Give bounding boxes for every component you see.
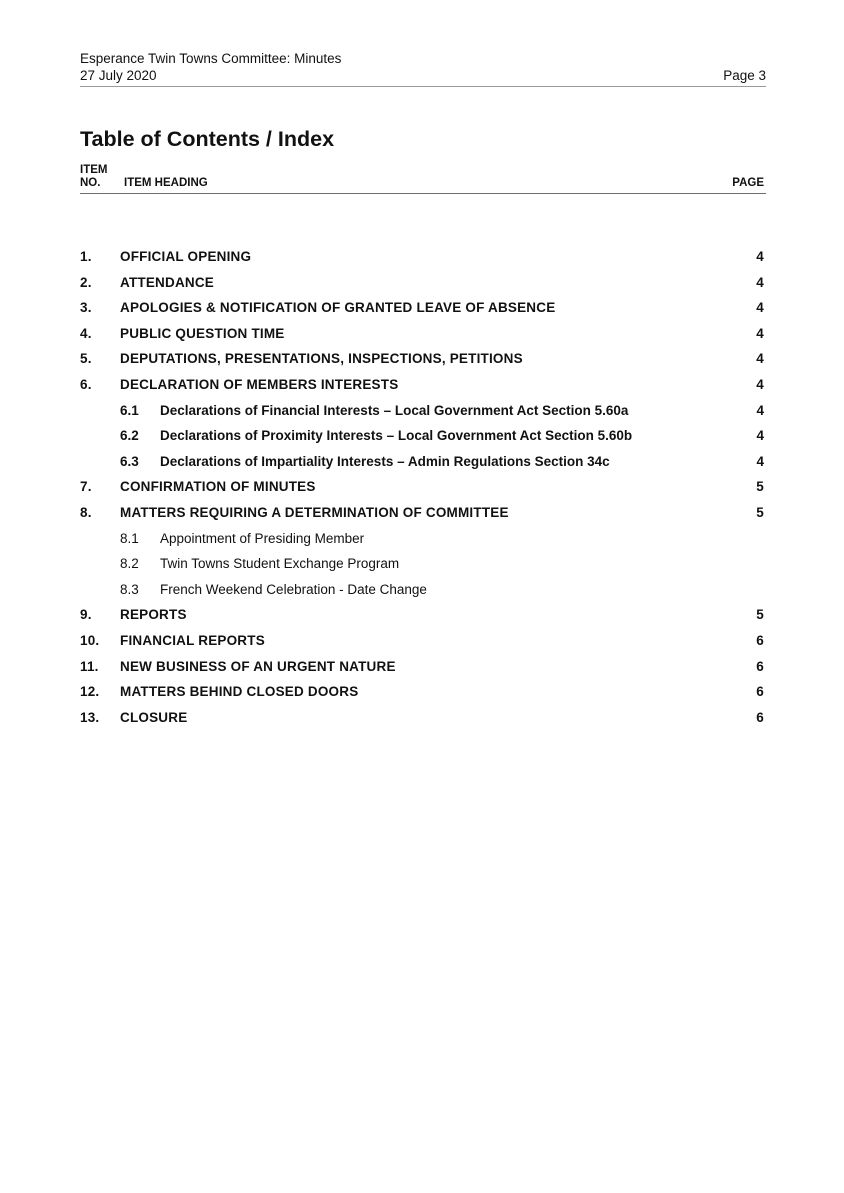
toc-entry-heading: MATTERS REQUIRING A DETERMINATION OF COMMITTEE: [120, 504, 509, 520]
toc-entry-number: 10.: [80, 632, 100, 648]
toc-entry-heading: ATTENDANCE: [120, 274, 214, 290]
toc-entry-page: 6: [756, 658, 764, 674]
meeting-date: 27 July 2020: [80, 68, 157, 83]
toc-column-headers: [80, 164, 766, 194]
toc-entry-page: 4: [756, 249, 764, 264]
toc-entry-page: 4: [756, 428, 764, 444]
toc-entry-number: 7.: [80, 479, 92, 495]
column-item-heading: ITEM HEADING: [124, 177, 208, 189]
toc-entry-page: 6: [756, 709, 764, 725]
toc-entry-number: 2.: [80, 274, 92, 290]
toc-title: Table of Contents / Index: [80, 127, 335, 151]
toc-entry-page: 4: [756, 300, 764, 316]
toc-entry-heading: CLOSURE: [120, 709, 188, 725]
toc-subentry[interactable]: [80, 551, 766, 577]
toc-entry[interactable]: [80, 346, 766, 372]
column-item-no: ITEM NO.: [80, 164, 108, 189]
toc-entry-heading: PUBLIC QUESTION TIME: [120, 325, 285, 341]
toc-entry-heading: REPORTS: [120, 607, 187, 623]
toc-entry-heading: French Weekend Celebration - Date Change: [160, 581, 427, 597]
toc-entry-heading: FINANCIAL REPORTS: [120, 632, 265, 648]
toc-entry-heading: Declarations of Financial Interests – Local Government Act Section 5.60a: [160, 402, 629, 418]
toc-entry[interactable]: [80, 602, 766, 628]
toc-subentry[interactable]: [80, 449, 766, 475]
toc-entry-heading: NEW BUSINESS OF AN URGENT NATURE: [120, 658, 396, 674]
toc-entry-number: 1.: [80, 249, 92, 264]
toc-subentry[interactable]: [80, 577, 766, 603]
toc-entry[interactable]: [80, 679, 766, 705]
toc-entry-heading: Twin Towns Student Exchange Program: [160, 556, 400, 572]
toc-subentry[interactable]: [80, 398, 766, 424]
toc-entry-page: 6: [756, 684, 764, 700]
toc-entry-page: 4: [756, 402, 764, 418]
toc-entry[interactable]: [80, 372, 766, 398]
toc-entry-heading: Declarations of Impartiality Interests – Admin Regulations Section 34c: [160, 453, 610, 469]
column-page: PAGE: [732, 177, 764, 189]
toc-subentry[interactable]: [80, 526, 766, 552]
toc-entry-number: 8.2: [120, 556, 139, 572]
toc-entry-number: 11.: [80, 658, 99, 674]
toc-entry-heading: Appointment of Presiding Member: [160, 530, 365, 546]
toc-entry-number: 8.1: [120, 530, 139, 546]
toc-entry-number: 13.: [80, 709, 100, 725]
toc-entry[interactable]: [80, 321, 766, 347]
toc-entry[interactable]: [80, 474, 766, 500]
toc-entry-number: 8.: [80, 504, 92, 520]
toc-entry-number: 6.: [80, 376, 92, 392]
toc-entry-number: 3.: [80, 300, 92, 316]
toc-entry-number: 5.: [80, 351, 92, 367]
toc-entry-number: 9.: [80, 607, 92, 623]
toc-entry-heading: MATTERS BEHIND CLOSED DOORS: [120, 684, 359, 700]
toc-entry[interactable]: [80, 244, 766, 270]
toc-entry-number: 6.3: [120, 453, 139, 469]
toc-entry[interactable]: [80, 270, 766, 296]
header-divider: [80, 86, 766, 87]
toc-entry-number: 12.: [80, 684, 100, 700]
toc-entry[interactable]: [80, 705, 766, 731]
page-header: [80, 50, 766, 84]
toc-entry-page: 4: [756, 453, 764, 469]
toc-entry-number: 4.: [80, 325, 92, 341]
toc-entry-page: 4: [756, 376, 764, 392]
toc-entry[interactable]: [80, 295, 766, 321]
header-date-row: [80, 67, 766, 84]
toc-entry-number: 6.2: [120, 428, 139, 444]
document-title: Esperance Twin Towns Committee: Minutes: [80, 51, 342, 66]
toc-entry[interactable]: [80, 500, 766, 526]
toc-entry-page: 4: [756, 325, 764, 341]
column-header-divider: [80, 193, 766, 194]
toc-entry-heading: DECLARATION OF MEMBERS INTERESTS: [120, 376, 399, 392]
toc-entry-page: 5: [756, 479, 764, 495]
toc-entry[interactable]: [80, 654, 766, 680]
toc-entry[interactable]: [80, 628, 766, 654]
toc-entry-heading: CONFIRMATION OF MINUTES: [120, 479, 316, 495]
toc-entry-number: 8.3: [120, 581, 139, 597]
toc-entry-page: 4: [756, 274, 764, 290]
toc-entry-page: 6: [756, 632, 764, 648]
toc-list: [80, 244, 766, 730]
toc-entry-heading: DEPUTATIONS, PRESENTATIONS, INSPECTIONS, PETITIONS: [120, 351, 523, 367]
toc-entry-heading: Declarations of Proximity Interests – Local Government Act Section 5.60b: [160, 428, 633, 444]
toc-entry-page: 4: [756, 351, 764, 367]
toc-entry-heading: OFFICIAL OPENING: [120, 249, 252, 264]
toc-subentry[interactable]: [80, 423, 766, 449]
toc-entry-page: 5: [756, 504, 764, 520]
page-number: Page 3: [723, 68, 766, 83]
toc-entry-heading: APOLOGIES & NOTIFICATION OF GRANTED LEAVE OF ABSENCE: [120, 300, 556, 316]
toc-entry-number: 6.1: [120, 402, 139, 418]
toc-entry-page: 5: [756, 607, 764, 623]
